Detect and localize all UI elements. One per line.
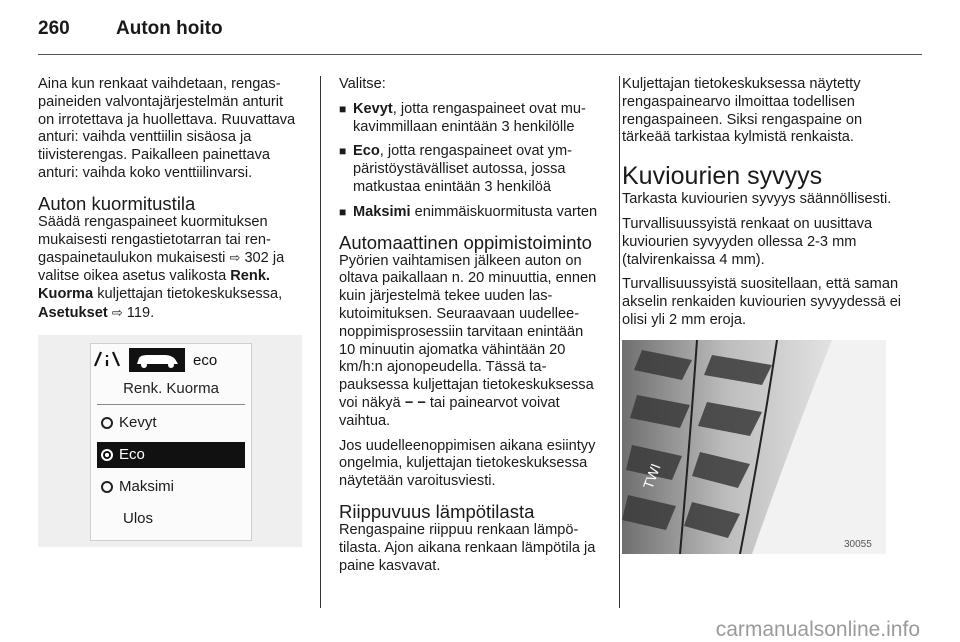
bullet-text: , jotta rengaspaineet ovat ympäristöystävälliset autossa, jossa matkustaa enintään 3 henkilöä [353, 143, 573, 195]
page-ref-302[interactable]: 302 [244, 250, 269, 267]
auto-learning-paragraph [339, 253, 603, 431]
header-rule [38, 54, 922, 55]
pressure-display-paragraph: Kuljettajan tietokeskuksessa näytetty rengaspainearvo ilmoittaa todellisen rengaspaineen. Siksi rengaspaine on tärkeää tarkistaa kylmistä renkaista. [622, 76, 863, 146]
load-paragraph [38, 214, 302, 323]
tyre-tread-image [622, 340, 886, 554]
dash-indicator: − − [404, 394, 426, 411]
column-separator [619, 76, 620, 608]
auto-text-1: Pyörien vaihtamisen jälkeen auton on oltava paikallaan n. 20 minuuttia, ennen kuin järjestelmä tekee uuden laskutoimituksen. Seuraavaan uudelleenoppimisprosessiin tarvitaan enintään 10 minuutin ajomatka vähintään 20 km/h:n ajonopeudella. Tässä tapauksessa kuljettajan tietokeskuksessa voi näkyä [339, 252, 597, 411]
bullet-term: Maksimi [353, 203, 411, 220]
option-maksimi[interactable] [97, 474, 245, 500]
auto-text-2: tai painearvot voivat vaihtua. [339, 394, 560, 429]
tyre-pressure-warning-icon [95, 352, 119, 366]
bullet-text: enimmäiskuormitusta varten [410, 203, 598, 220]
bullet-maksimi [339, 204, 603, 222]
column-separator [320, 76, 321, 608]
load-text-3: kuljettajan tietokeskuksessa, [93, 285, 283, 302]
radio-icon [101, 417, 113, 429]
option-label: Kevyt [119, 413, 157, 431]
load-text-1: Säädä rengaspaineet kuormituksen mukaisesti rengastietotarran tai rengaspainetaulukon mukaisesti [38, 213, 271, 267]
page-ref-arrow-icon: ⇨ [111, 304, 123, 320]
tread-check-paragraph: Tarkasta kuviourien syvyys säännöllisesti. [622, 191, 892, 208]
column-3 [622, 76, 904, 554]
display-divider [97, 404, 245, 405]
sensor-paragraph: Aina kun renkaat vaihdetaan, rengaspaineiden valvontajärjestelmän anturit on irrotettava ja huollettava. Ruuvattava anturi: vaihda venttiilin sisäosa ja tiivisterengas. Paikalleen painettava anturi: vaihda koko venttiilinvarsi. [38, 76, 296, 181]
twi-marking: TWI [639, 461, 664, 491]
radio-icon [101, 481, 113, 493]
tyre-tread-illustration [622, 340, 886, 554]
select-label: Valitse: [339, 76, 386, 92]
option-exit[interactable] [97, 506, 245, 532]
watermark: carmanualsonline.info [715, 618, 920, 641]
relearn-problem-paragraph: Jos uudelleenoppimisen aikana esiintyy ongelmia, kuljettajan tietokeskuksessa näytetään varoitusviesti. [339, 437, 596, 490]
page-number: 260 [38, 18, 70, 39]
bullet-text: , jotta rengaspaineet ovat mukavimmillaan enintään 3 henkilölle [353, 100, 586, 135]
option-eco[interactable] [97, 442, 245, 468]
page-header [38, 18, 223, 40]
heading-temperature: Riippuvuus lämpötilasta [339, 500, 535, 522]
bullet-term: Eco [353, 143, 380, 160]
column-1 [38, 76, 302, 547]
load-text-2: ja valitse oikea asetus valikosta [38, 250, 285, 285]
display-menu-title: Renk. Kuorma [123, 379, 219, 397]
bullet-term: Kevyt [353, 100, 393, 117]
menu-term-renk-kuorma: Renk. Kuorma [38, 268, 270, 302]
tread-difference-paragraph: Turvallisuussyistä suositellaan, että saman akselin renkaiden kuviourien syvyydessä ei olisi yli 2 mm eroja. [622, 276, 902, 328]
bullet-kevyt [339, 101, 603, 137]
image-code: 30055 [844, 538, 872, 550]
driver-info-display [90, 343, 252, 541]
heading-tread-depth: Kuviourien syvyys [622, 162, 823, 191]
bullet-eco [339, 143, 603, 196]
display-status-icons [91, 344, 251, 376]
heading-auto-learning: Automaattinen oppimistoiminto [339, 231, 592, 253]
page-ref-119[interactable]: 119 [126, 304, 151, 321]
radio-selected-icon [101, 449, 113, 461]
temperature-paragraph: Rengaspaine riippuu renkaan lämpötilasta. Ajon aikana renkaan lämpötila ja paine kasvavat. [339, 521, 596, 574]
menu-term-asetukset: Asetukset [38, 304, 108, 321]
option-label: Eco [119, 445, 145, 463]
column-2 [339, 76, 603, 582]
tread-replace-paragraph: Turvallisuussyistä renkaat on uusittava kuviourien syvyyden ollessa 2-3 mm (talvirenkaissa 4 mm). [622, 215, 873, 268]
option-kevyt[interactable] [97, 410, 245, 436]
heading-load-state: Auton kuormitustila [38, 192, 196, 214]
eco-indicator: eco [193, 351, 218, 369]
option-label: Maksimi [119, 477, 174, 495]
display-illustration [38, 335, 302, 547]
exit-label: Ulos [123, 509, 154, 527]
display-status-bar [91, 344, 251, 376]
page-title: Auton hoito [116, 18, 223, 39]
load-end: . [150, 304, 155, 321]
page-ref-arrow-icon: ⇨ [229, 250, 241, 266]
